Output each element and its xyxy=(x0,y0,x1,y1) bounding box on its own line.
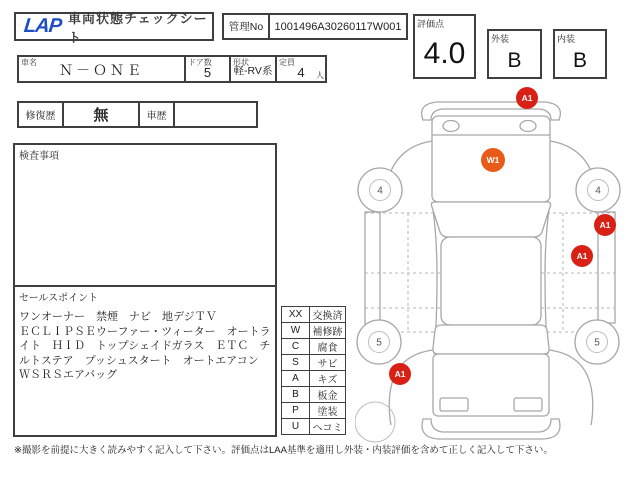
body-shape-cell xyxy=(231,57,277,81)
capacity-cell xyxy=(277,57,325,81)
lap-logo: LAP xyxy=(22,15,63,37)
sales-points-line: ＷＳＲＳエアバッグ xyxy=(19,369,118,381)
tailgate-panel xyxy=(433,354,549,416)
car-history-value-cell xyxy=(175,103,256,126)
legend-row: P 塗装 xyxy=(282,403,346,419)
sheet-title: 車両状態チェックシート xyxy=(68,10,208,45)
vehicle-info-table xyxy=(17,55,327,83)
footer-note: ※撮影を前提に大きく読みやすく記入して下さい。評価点はLAA基準を適用し外装・内装評価を含めて正しく記入して下さい。 xyxy=(14,445,553,456)
capacity-label: 定員 xyxy=(279,58,295,67)
management-number-value: 1001496A30260117W001 xyxy=(274,20,402,33)
body-shape-value: 軽-RV系 xyxy=(233,65,273,77)
wheel-front-right xyxy=(576,168,620,212)
spare-tire-circle xyxy=(355,402,395,442)
rear-bumper xyxy=(422,419,560,439)
doors-cell xyxy=(186,57,231,81)
exterior-label: 外装 xyxy=(491,34,510,44)
exterior-grade: B xyxy=(507,49,522,72)
damage-marker-hood xyxy=(481,148,505,172)
management-number-label: 管理No xyxy=(224,15,270,38)
car-history-label-cell: 車歴 xyxy=(140,103,175,126)
marker-code: A1 xyxy=(521,93,533,103)
car-name-cell xyxy=(19,57,186,81)
rear-glass xyxy=(433,325,549,354)
sales-points-line: ＥＣＬＩＰＳＥウーファー・ツィーター オートライト ＨＩＤ トップシェイドガラス ＥＴＣ チルトステア プッシュスタート オートエアコン xyxy=(19,325,271,367)
legend-row: A キズ xyxy=(282,371,346,387)
inspection-items-box xyxy=(13,143,277,287)
marker-code: W1 xyxy=(486,155,500,165)
wheel-rear-right xyxy=(575,320,619,364)
sales-points-box xyxy=(13,285,277,437)
legend-row: W 補修跡 xyxy=(282,323,346,339)
legend-row: U ヘコミ xyxy=(282,419,346,435)
car-name-label: 車名 xyxy=(21,58,37,67)
damage-code-legend xyxy=(281,306,346,435)
car-name-value: Ｎ－ＯＮＥ xyxy=(59,62,144,78)
doors-label: ドア数 xyxy=(188,58,212,67)
windshield xyxy=(431,202,550,237)
interior-label: 内装 xyxy=(557,34,576,44)
sales-points-label: セールスポイント xyxy=(19,293,99,304)
interior-grade: B xyxy=(572,49,587,72)
body-shape-label: 形状 xyxy=(233,58,249,67)
damage-marker-right-front-door xyxy=(594,214,616,236)
wheel-label: 4 xyxy=(377,185,383,197)
rating-label: 評価点 xyxy=(417,19,445,29)
damage-marker-right-rear xyxy=(571,245,593,267)
rating-value: 4.0 xyxy=(423,36,466,70)
logo-title-box xyxy=(14,10,214,45)
wheel-label: 5 xyxy=(594,337,600,349)
capacity-unit: 人 xyxy=(316,71,324,80)
interior-grade-box xyxy=(553,29,607,79)
wheel-label: 5 xyxy=(376,337,382,349)
inspection-items-label: 検査事項 xyxy=(19,151,59,162)
roof-panel xyxy=(441,237,541,325)
management-number-box xyxy=(222,13,408,40)
legend-row: B 板金 xyxy=(282,387,346,403)
sales-points-content xyxy=(19,310,271,383)
wheel-label: 4 xyxy=(595,185,601,197)
repair-history-label-cell: 修復歴 xyxy=(19,103,64,126)
history-table xyxy=(17,101,258,128)
wheel-rear-left xyxy=(357,320,401,364)
legend-row: C 腐食 xyxy=(282,339,346,355)
rating-score-box xyxy=(413,14,476,79)
sales-points-line: ワンオーナー 禁煙 ナビ 地デジＴＶ xyxy=(19,311,217,323)
marker-code: A1 xyxy=(576,251,588,261)
rear-left-fender xyxy=(389,350,433,425)
damage-marker-left-rear-fender xyxy=(389,363,411,385)
doors-value: 5 xyxy=(203,65,212,80)
wheel-front-left xyxy=(358,168,402,212)
marker-code: A1 xyxy=(599,220,611,230)
marker-code: A1 xyxy=(394,369,406,379)
exterior-grade-box xyxy=(487,29,542,79)
car-damage-diagram xyxy=(355,85,635,460)
legend-row: XX 交換済 xyxy=(282,307,346,323)
legend-row: S サビ xyxy=(282,355,346,371)
repair-history-value-cell: 無 xyxy=(64,103,140,126)
damage-marker-front-bumper xyxy=(516,87,538,109)
capacity-value: 4 xyxy=(297,65,305,80)
